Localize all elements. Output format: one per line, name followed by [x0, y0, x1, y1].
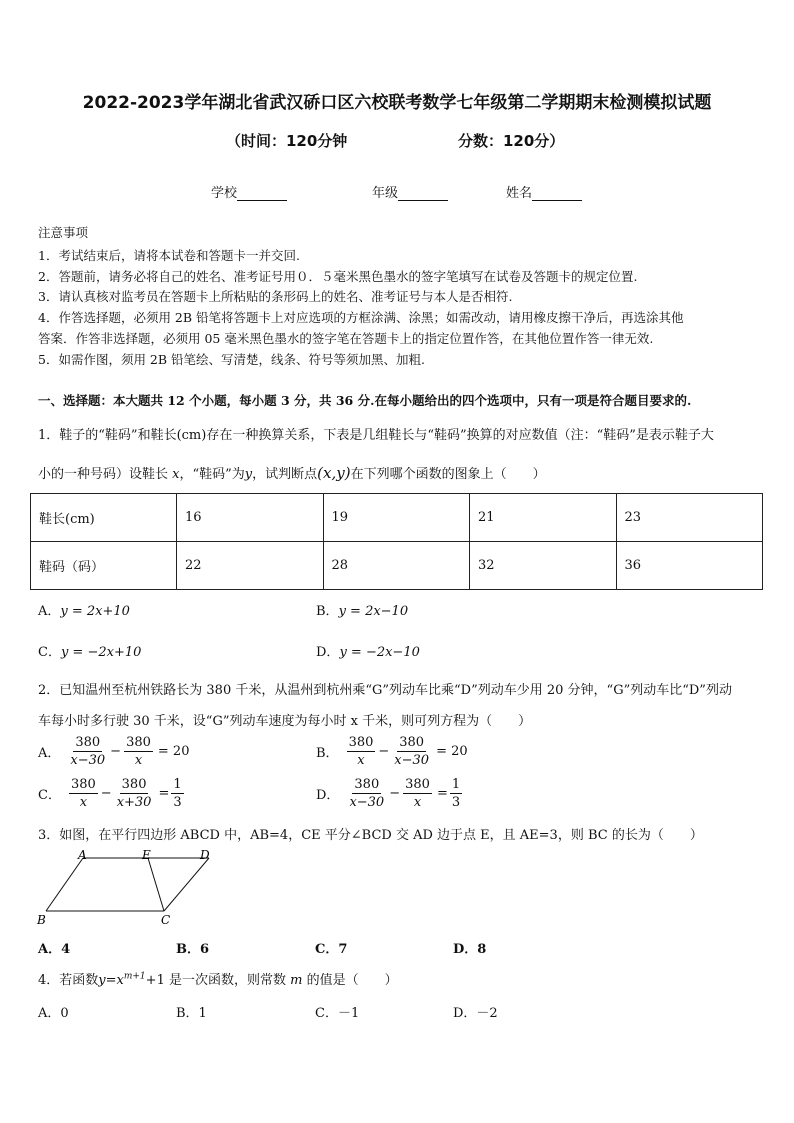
q3-stem: 3．如图，在平行四边形 ABCD 中，AB=4，CE 平分∠BCD 交 AD 边于点 E，且 AE=3，则 BC 的长为（ ） [38, 828, 703, 843]
name-blank [532, 188, 582, 201]
q3-option-b[interactable]: B．6 [176, 942, 210, 957]
q2-option-c[interactable]: C． $\frac{380}{x}$ − $\frac{380}{x+30}$ = $\frac{1}{3}$ [38, 777, 182, 810]
fraction: $\frac{1}{3}$ [173, 777, 182, 810]
q1-option-c[interactable]: C．y = −2x+10 [38, 645, 142, 660]
q4-option-c[interactable]: C．－1 [315, 1006, 360, 1021]
table-cell: 32 [470, 542, 617, 590]
score-label: 分数：120分） [458, 132, 565, 150]
q4-stem: 4．若函数$y=x^{m+1}+1$ 是一次函数，则常数 m 的值是（ ） [38, 971, 398, 988]
label-e: E [142, 848, 151, 862]
table-cell: 19 [323, 494, 470, 542]
segment-ce [148, 858, 164, 911]
fraction: $\frac{380}{x-30}$ [349, 777, 385, 810]
q1-option-b[interactable]: B．y = 2x−10 [316, 604, 409, 619]
table-cell: 28 [323, 542, 470, 590]
fraction: $\frac{380}{x}$ [405, 777, 430, 810]
table-cell: 鞋长(cm) [31, 494, 177, 542]
shoe-size-table [30, 493, 763, 590]
q3-option-c[interactable]: C．7 [315, 942, 348, 957]
q2-option-b[interactable]: B． $\frac{380}{x}$ − $\frac{380}{x-30}$ = 20 [316, 735, 468, 768]
q2-option-a[interactable]: A． $\frac{380}{x-30}$ − $\frac{380}{x}$ = 20 [38, 735, 190, 768]
table-cell: 23 [616, 494, 763, 542]
q4-option-d[interactable]: D．－2 [453, 1006, 498, 1021]
grade-field[interactable]: 年级 [372, 182, 448, 201]
q3-option-d[interactable]: D．8 [453, 942, 487, 957]
fraction: $\frac{1}{3}$ [451, 777, 461, 810]
label-c: C [161, 913, 171, 927]
fraction: $\frac{380}{x+30}$ [116, 777, 152, 810]
q2-option-d[interactable]: D． $\frac{380}{x-30}$ − $\frac{380}{x}$ = $\frac{1}{3}$ [316, 777, 461, 810]
grade-blank [398, 188, 448, 201]
parallelogram-figure [36, 848, 226, 928]
fraction: $\frac{380}{x-30}$ [70, 735, 106, 768]
time-label: （时间：120分钟 [226, 132, 348, 150]
fraction: $\frac{380}{x-30}$ [394, 735, 430, 768]
table-cell: 21 [470, 494, 617, 542]
table-cell: 16 [177, 494, 324, 542]
notice-item-4: 4．作答选择题，必须用 2B 铅笔将答题卡上对应选项的方框涂满、涂黑；如需改动，请用橡皮擦干净后，再选涂其他 [38, 310, 684, 325]
q4-option-a[interactable]: A．0 [38, 1006, 69, 1021]
fraction: $\frac{380}{x}$ [126, 735, 151, 768]
table-cell: 22 [177, 542, 324, 590]
table-cell: 36 [616, 542, 763, 590]
q1-option-a[interactable]: A．y = 2x+10 [38, 604, 130, 619]
label-b: B [37, 913, 46, 927]
q2-line2: 车每小时多行驶 30 千米，设“G”列动车速度为每小时 x 千米，则可列方程为（ ） [38, 714, 532, 729]
school-blank [237, 188, 287, 201]
notice-item-4-cont: 答案．作答非选择题，必须用 05 毫米黑色墨水的签字笔在答题卡上的指定位置作答，在其他位置作答一律无效. [38, 331, 654, 346]
table-row [31, 542, 763, 590]
notice-item-2: 2．答题前，请务必将自己的姓名、准考证号用０．５毫米黑色墨水的签字笔填写在试卷及答题卡的规定位置. [38, 269, 638, 284]
side-cd [164, 858, 209, 911]
section-heading: 一、选择题：本大题共 12 个小题，每小题 3 分，共 36 分.在每小题给出的四个选项中，只有一项是符合题目要求的. [38, 393, 692, 408]
table-cell: 鞋码（码） [31, 542, 177, 590]
page-title: 2022-2023学年湖北省武汉硚口区六校联考数学七年级第二学期期末检测模拟试题 [82, 93, 712, 113]
fraction: $\frac{380}{x}$ [70, 777, 96, 810]
notice-heading: 注意事项 [38, 225, 89, 240]
side-ab [46, 858, 83, 911]
name-field[interactable]: 姓名 [506, 182, 582, 201]
q2-line1: 2．已知温州至杭州铁路长为 380 千米，从温州到杭州乘“G”列动车比乘“D”列动车少用 20 分钟，“G”列动车比“D”列动 [38, 683, 732, 698]
label-a: A [78, 848, 87, 862]
q3-option-a[interactable]: A．4 [38, 942, 71, 957]
q4-option-b[interactable]: B．1 [176, 1006, 207, 1021]
notice-item-1: 1．考试结束后，请将本试卷和答题卡一并交回. [38, 248, 300, 263]
notice-item-5: 5．如需作图，须用 2B 铅笔绘、写清楚，线条、符号等须加黑、加粗. [38, 352, 426, 367]
school-field[interactable]: 学校 [211, 182, 287, 201]
label-d: D [200, 848, 210, 862]
q1-line2: 小的一种号码）设鞋长 x，“鞋码”为y，试判断点(x,y)在下列哪个函数的图象上（ ） [38, 464, 546, 482]
notice-item-3: 3．请认真核对监考员在答题卡上所粘贴的条形码上的姓名、准考证号与本人是否相符. [38, 289, 513, 304]
fraction: $\frac{380}{x}$ [348, 735, 374, 768]
q1-line1: 1．鞋子的“鞋码”和鞋长(cm)存在一种换算关系，下表是几组鞋长与“鞋码”换算的对应数值（注：“鞋码”是表示鞋子大 [38, 428, 714, 443]
q1-option-d[interactable]: D．y = −2x−10 [316, 645, 420, 660]
table-row [31, 494, 763, 542]
